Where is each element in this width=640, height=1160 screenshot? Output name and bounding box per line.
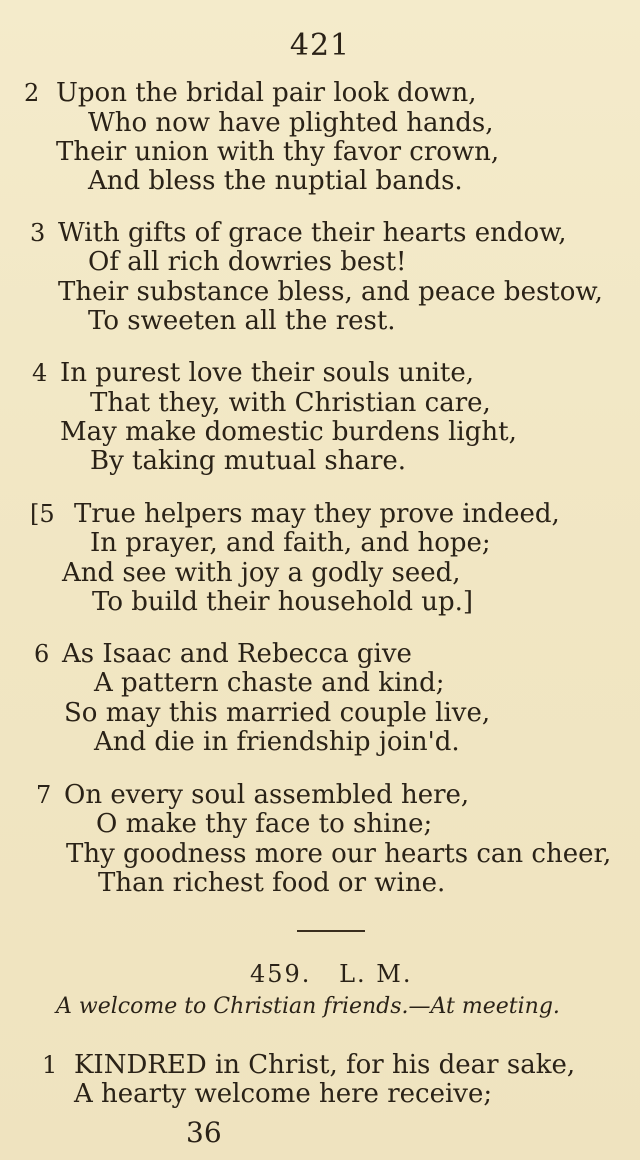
verse-line: Thy goodness more our hearts can cheer, (66, 839, 612, 869)
stanza-number: 4 (32, 359, 48, 387)
stanza-number: 3 (30, 219, 46, 247)
verse-line: Of all rich dowries best! (88, 247, 407, 277)
hymn-heading (250, 960, 430, 988)
verse-line: And see with joy a godly seed, (62, 558, 461, 588)
verse-line: By taking mutual share. (90, 446, 407, 476)
verse-line: A hearty welcome here receive; (74, 1079, 493, 1109)
verse-line: So may this married couple live, (64, 698, 491, 728)
verse-line: True helpers may they prove indeed, (74, 499, 560, 529)
section-divider (297, 930, 365, 932)
verse-line: To build their household up.] (92, 587, 474, 617)
stanza-number: 6 (34, 640, 50, 668)
hymn-meter: L. M. (339, 960, 413, 988)
verse-line: And die in friendship join'd. (94, 727, 460, 757)
verse-line: To sweeten all the rest. (88, 306, 396, 336)
verse-line: And bless the nuptial bands. (88, 166, 463, 196)
verse-line: In prayer, and faith, and hope; (90, 528, 491, 558)
verse-line: Their substance bless, and peace bestow, (58, 277, 603, 307)
verse-line: May make domestic burdens light, (60, 417, 517, 447)
stanza-number: 7 (36, 781, 52, 809)
verse-line: KINDRED in Christ, for his dear sake, (74, 1050, 576, 1080)
signature-mark: 36 (186, 1116, 222, 1149)
hymn-subtitle: A welcome to Christian friends.—At meeting. (56, 994, 560, 1019)
stanza-number: 1 (42, 1051, 58, 1079)
stanza-number: [5 (30, 500, 55, 528)
verse-line: Upon the bridal pair look down, (56, 78, 477, 108)
hymn-number: 459. (250, 960, 312, 988)
verse-line: Their union with thy favor crown, (56, 137, 500, 167)
page-number: 421 (289, 28, 351, 63)
stanza-number: 2 (24, 79, 40, 107)
verse-line: Who now have plighted hands, (88, 108, 494, 138)
verse-line: A pattern chaste and kind; (94, 668, 445, 698)
verse-line: Than richest food or wine. (98, 868, 446, 898)
verse-line: In purest love their souls unite, (60, 358, 475, 388)
verse-line: With gifts of grace their hearts endow, (58, 218, 567, 248)
verse-line: O make thy face to shine; (96, 809, 433, 839)
verse-line: On every soul assembled here, (64, 780, 470, 810)
verse-line: As Isaac and Rebecca give (62, 639, 412, 669)
verse-line: That they, with Christian care, (90, 388, 491, 418)
